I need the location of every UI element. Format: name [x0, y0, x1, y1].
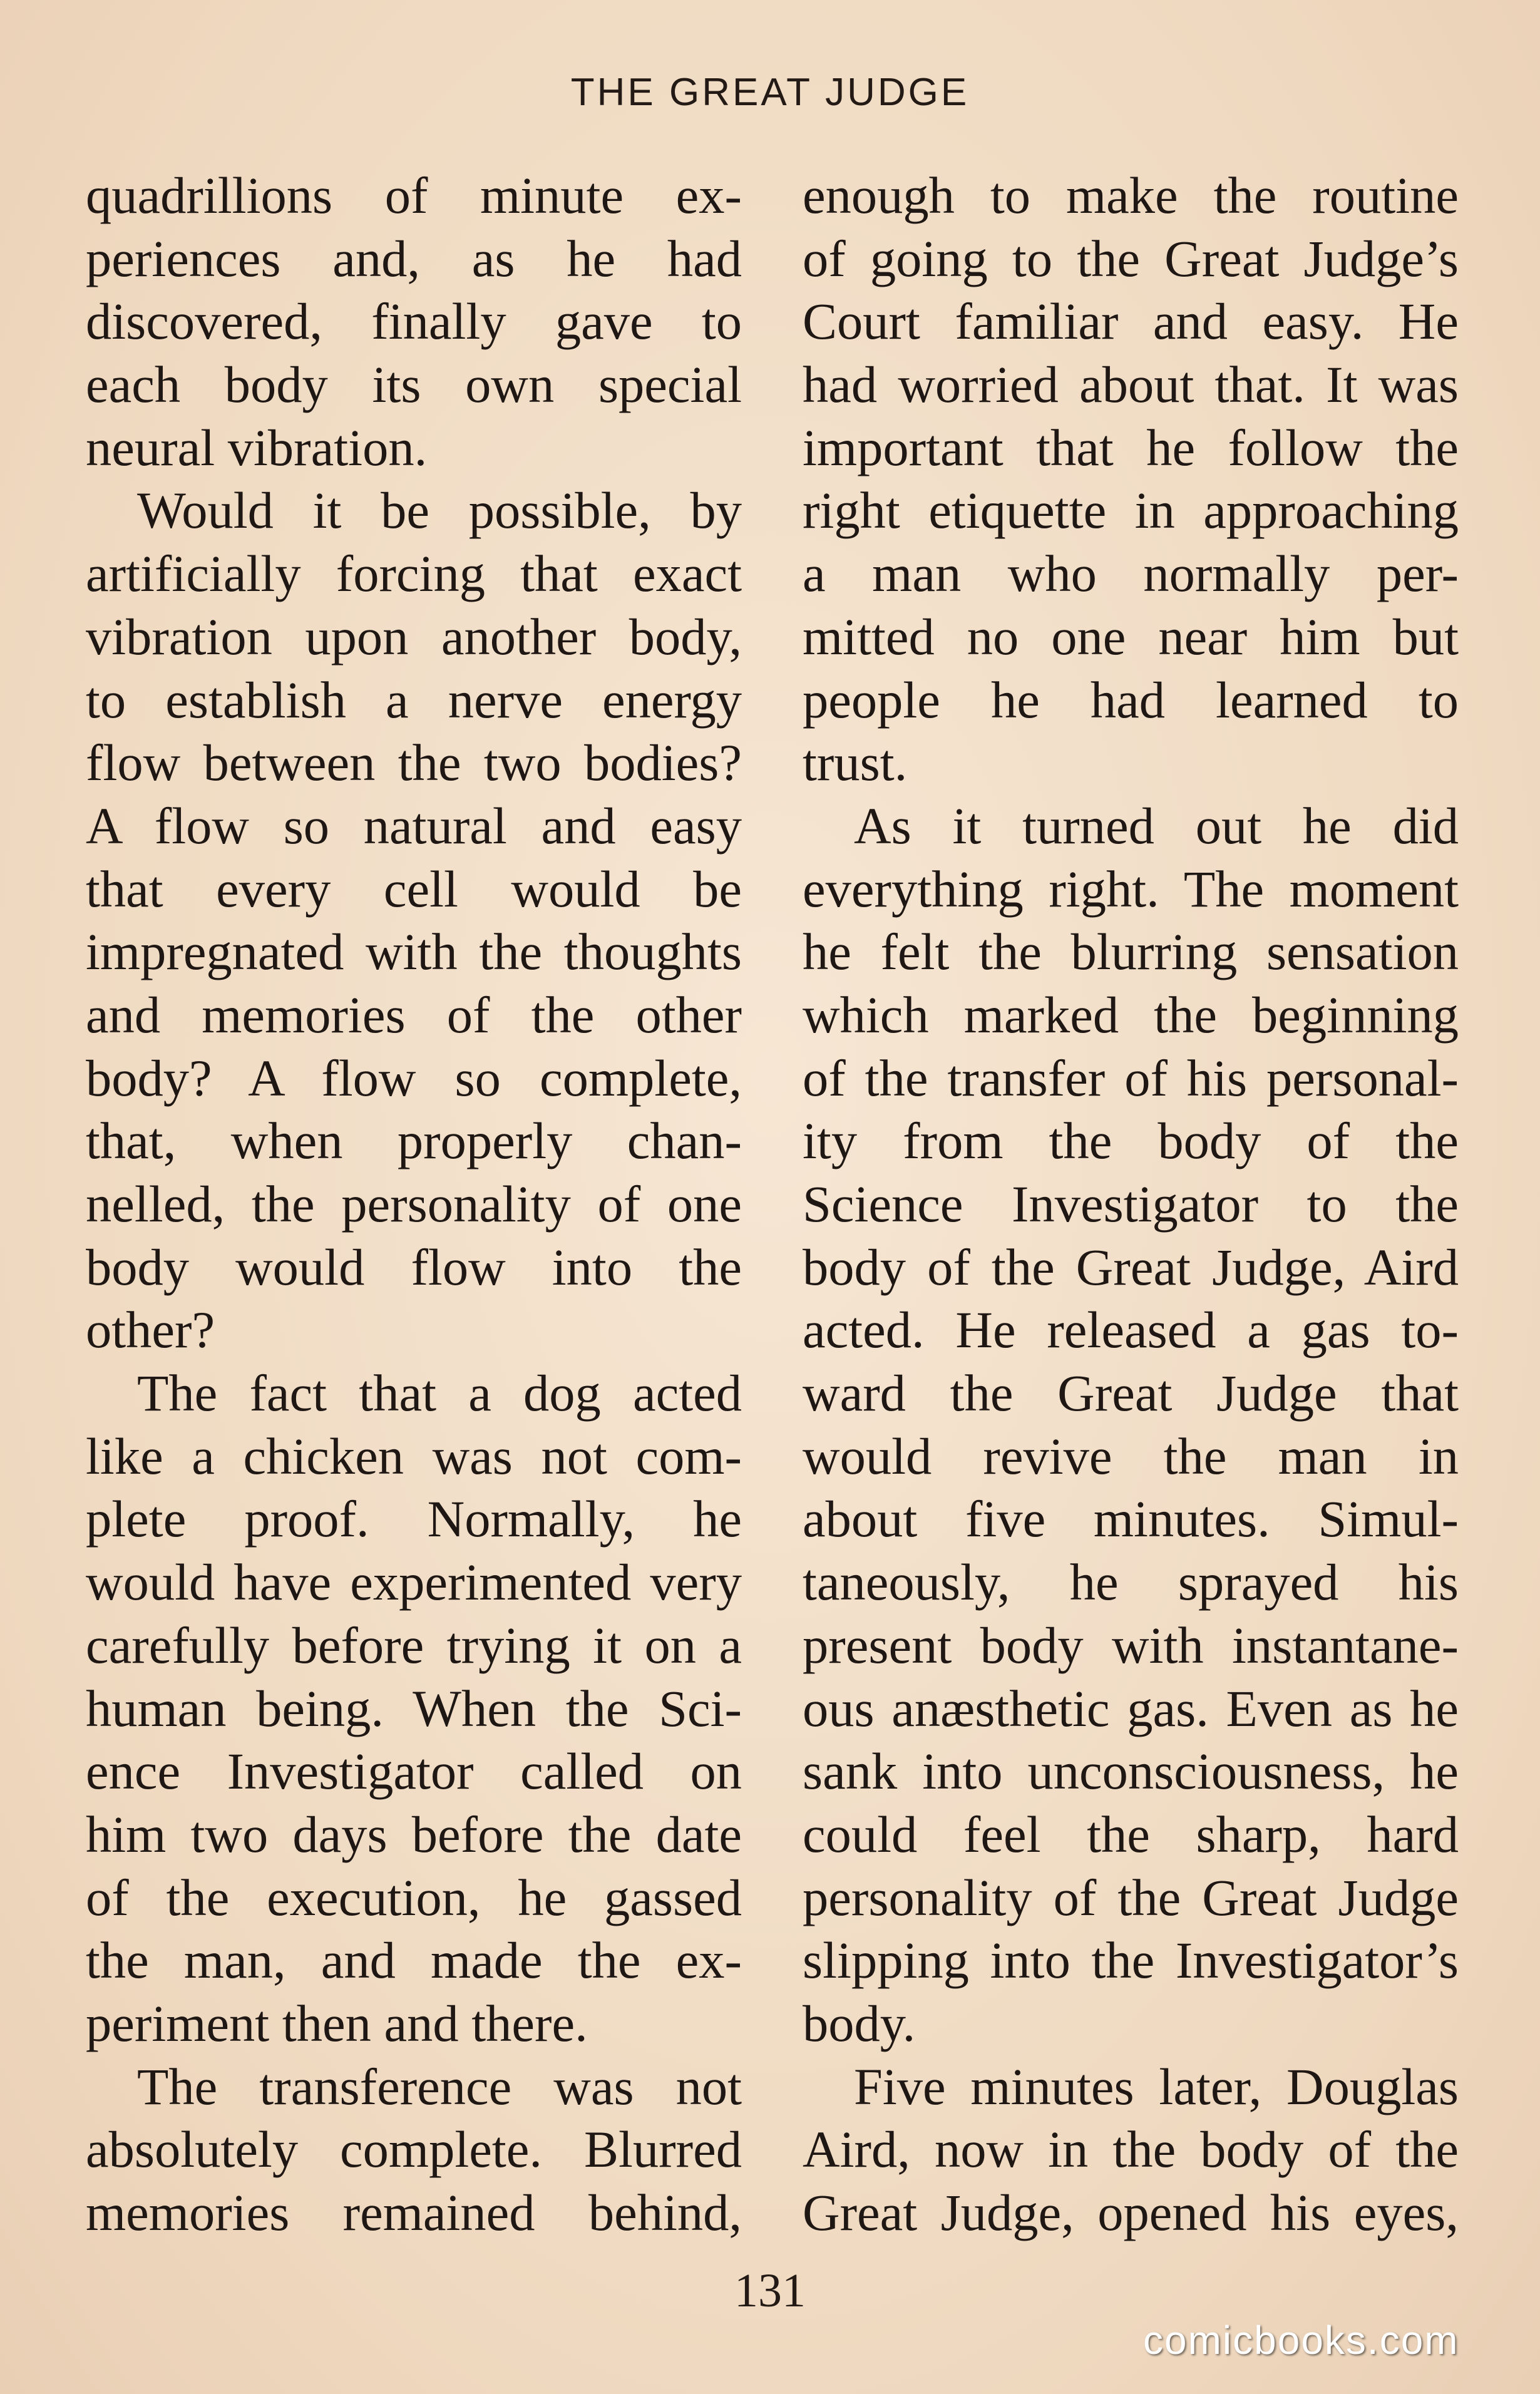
text-line: As it turned out he did [854, 796, 1459, 855]
text-line: ence Investigator called on [86, 1742, 742, 1801]
text-line: sank into unconsciousness, he [803, 1742, 1459, 1801]
text-line: neural vibration. [86, 418, 428, 476]
text-line: mitted no one near him but [803, 607, 1459, 665]
text-line: ward the Great Judge that [803, 1364, 1459, 1422]
text-line: body. [803, 1994, 916, 2052]
text-line: of the transfer of his personal- [803, 1049, 1459, 1107]
text-line: each body its own special [86, 356, 742, 414]
text-line: he felt the blurring sensation [803, 923, 1459, 981]
text-line: human being. When the Sci- [86, 1679, 742, 1737]
text-line: slipping into the Investigator’s [803, 1931, 1459, 1990]
text-line: memories remained behind, [86, 2184, 742, 2241]
text-line: personality of the Great Judge [803, 1868, 1459, 1926]
running-head: THE GREAT JUDGE [570, 71, 970, 114]
text-line: present body with instantane- [803, 1616, 1459, 1674]
text-line: that, when properly chan- [86, 1112, 742, 1170]
text-line: had worried about that. It was [803, 356, 1459, 414]
text-line: everything right. The moment [803, 860, 1459, 918]
text-line: of going to the Great Judge’s [803, 229, 1459, 287]
text-line: discovered, finally gave to [86, 292, 742, 351]
text-line: taneously, he sprayed his [803, 1553, 1459, 1611]
text-line: people he had learned to [803, 670, 1459, 729]
text-line: would have experimented very [86, 1553, 742, 1611]
left-text-column [86, 164, 742, 2244]
text-line: nelled, the personality of one [86, 1175, 742, 1233]
text-line: trust. [803, 734, 908, 792]
text-line: acted. He released a gas to- [803, 1301, 1459, 1359]
text-line: him two days before the date [86, 1805, 742, 1863]
text-line: could feel the sharp, hard [803, 1805, 1459, 1863]
text-line: like a chicken was not com- [86, 1427, 742, 1485]
text-line: Science Investigator to the [803, 1175, 1459, 1233]
text-line: the man, and made the ex- [86, 1931, 742, 1990]
text-line: Aird, now in the body of the [803, 2120, 1459, 2179]
text-line: other? [86, 1301, 215, 1359]
text-line: vibration upon another body, [86, 607, 742, 665]
text-line: carefully before trying it on a [86, 1616, 742, 1674]
text-line: Court familiar and easy. He [803, 292, 1459, 351]
text-line: about five minutes. Simul- [803, 1490, 1459, 1548]
text-line: that every cell would be [86, 860, 742, 918]
text-line: impregnated with the thoughts [86, 923, 742, 981]
text-line: A flow so natural and easy [86, 796, 742, 855]
text-line: would revive the man in [803, 1427, 1459, 1485]
text-line: right etiquette in approaching [803, 481, 1459, 540]
text-line: Would it be possible, by [137, 481, 742, 540]
text-line: important that he follow the [803, 418, 1459, 476]
text-line: enough to make the routine [803, 167, 1459, 224]
text-line: a man who normally per- [803, 545, 1459, 603]
text-line: quadrillions of minute ex- [86, 167, 742, 224]
text-line: Five minutes later, Douglas [854, 2057, 1459, 2115]
watermark: comicbooks.com [1143, 2318, 1459, 2363]
text-line: of the execution, he gassed [86, 1868, 742, 1926]
text-line: ous anæsthetic gas. Even as he [803, 1679, 1459, 1737]
text-line: body of the Great Judge, Aird [803, 1238, 1459, 1296]
text-line: which marked the beginning [803, 985, 1459, 1044]
text-line: artificially forcing that exact [86, 545, 742, 603]
text-line: body? A flow so complete, [86, 1049, 742, 1107]
text-line: absolutely complete. Blurred [86, 2120, 742, 2179]
text-line: body would flow into the [86, 1238, 742, 1296]
text-line: and memories of the other [86, 985, 742, 1044]
text-line: The transference was not [137, 2057, 742, 2115]
right-text-column [803, 164, 1459, 2244]
text-line: periment then and there. [86, 1994, 588, 2052]
page-number: 131 [734, 2264, 806, 2317]
text-line: Great Judge, opened his eyes, [803, 2184, 1459, 2241]
text-line: ity from the body of the [803, 1112, 1459, 1170]
text-line: periences and, as he had [86, 229, 742, 287]
text-line: The fact that a dog acted [137, 1364, 742, 1422]
text-line: plete proof. Normally, he [86, 1490, 742, 1548]
text-line: flow between the two bodies? [86, 734, 742, 792]
text-line: to establish a nerve energy [86, 670, 742, 729]
